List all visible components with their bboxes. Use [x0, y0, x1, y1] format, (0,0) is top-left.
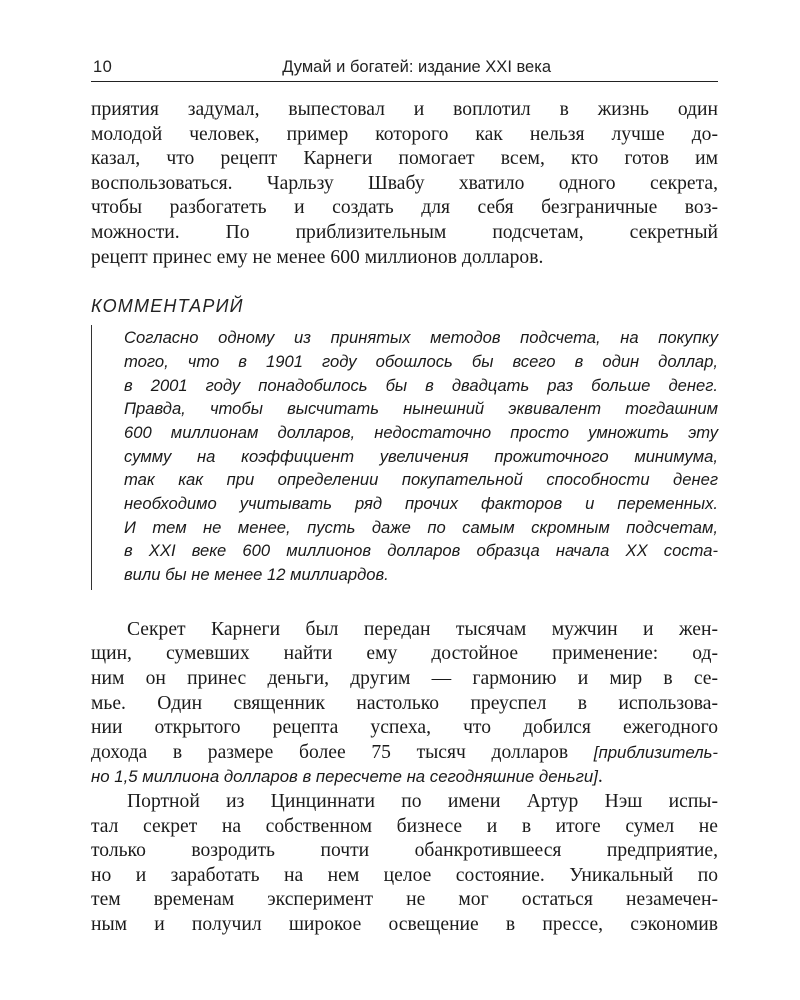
text-line: ним он принес деньги, другим — гармонию и мир в се- — [91, 668, 718, 690]
text-line: Секрет Карнеги был передан тысячам мужчин и жен- — [127, 618, 718, 640]
text-line: только возродить почти обанкротившееся предприятие, — [91, 840, 718, 862]
running-header — [91, 58, 718, 82]
book-page — [91, 58, 718, 938]
text-line: тал секрет на собственном бизнесе и в итоге сумел не — [91, 815, 718, 837]
italic-span: [приблизитель- — [593, 742, 718, 762]
italic-span: но 1,5 миллиона долларов в пересчете на сегодняшние деньги] — [91, 767, 598, 787]
text-line: рецепт принес ему не менее 600 миллионов долларов. — [91, 246, 544, 268]
text-line: но и заработать на нем целое состояние. Уникальный по — [91, 864, 718, 886]
comment-heading: КОММЕНТАРИЙ — [91, 296, 244, 317]
paragraph-1 — [91, 98, 718, 270]
text-line: ным и получил широкое освещение в прессе, сэкономив — [91, 914, 718, 936]
comment-line: Согласно одному из принятых методов подсчета, на покупку — [124, 328, 718, 348]
comment-line: в 2001 году понадобилось бы в двадцать раз больше денег. — [124, 375, 718, 395]
comment-line: в XXI веке 600 миллионов долларов образца начала XX соста- — [124, 541, 718, 561]
text-line — [91, 741, 718, 766]
text-line: тем временам эксперимент не мог остаться незамечен- — [91, 889, 718, 911]
comment-line: 600 миллионам долларов, недостаточно просто умножить эту — [124, 422, 718, 442]
running-title: Думай и богатей: издание XXI века — [282, 58, 551, 76]
text-line: воспользоваться. Чарльзу Швабу хватило одного секрета, — [91, 172, 718, 194]
paragraph-3 — [91, 790, 718, 938]
text-line: чтобы разбогатеть и создать для себя безграничные воз- — [91, 197, 718, 219]
comment-line: И тем не менее, пусть даже по самым скромным подсчетам, — [124, 517, 718, 537]
paragraph-2 — [91, 618, 718, 790]
text-line: молодой человек, пример которого как нельзя лучше до- — [91, 123, 718, 145]
text-line: можности. По приблизительным подсчетам, секретный — [91, 221, 718, 243]
text-line: приятия задумал, выпестовал и воплотил в жизнь один — [91, 99, 718, 120]
page-number: 10 — [93, 58, 113, 76]
text-line: щин, сумевших найти ему достойное применение: од- — [91, 643, 718, 665]
comment-block — [91, 325, 718, 590]
text-span: . — [597, 766, 603, 788]
comment-line: Правда, чтобы высчитать нынешний эквивалент тогдашним — [124, 399, 718, 419]
text-line: казал, что рецепт Карнеги помогает всем, кто готов им — [91, 148, 718, 170]
text-line: Портной из Цинциннати по имени Артур Нэш испы- — [127, 791, 718, 813]
comment-line: необходимо учитывать ряд прочих факторов и переменных. — [124, 494, 718, 514]
text-span: дохода в размере более 75 тысяч долларов — [91, 741, 594, 763]
text-line: мье. Один священник настолько преуспел в использова- — [91, 692, 718, 714]
comment-line: того, что в 1901 году обошлось бы всего в один доллар, — [124, 351, 718, 371]
comment-line: так как при определении покупательной способности денег — [124, 470, 718, 490]
comment-line: сумму на коэффициент увеличения прожиточного минимума, — [124, 446, 718, 466]
text-line: нии открытого рецепта успеха, что добился ежегодного — [91, 717, 718, 739]
comment-line: вили бы не менее 12 миллиардов. — [124, 565, 389, 585]
text-line — [91, 765, 718, 790]
